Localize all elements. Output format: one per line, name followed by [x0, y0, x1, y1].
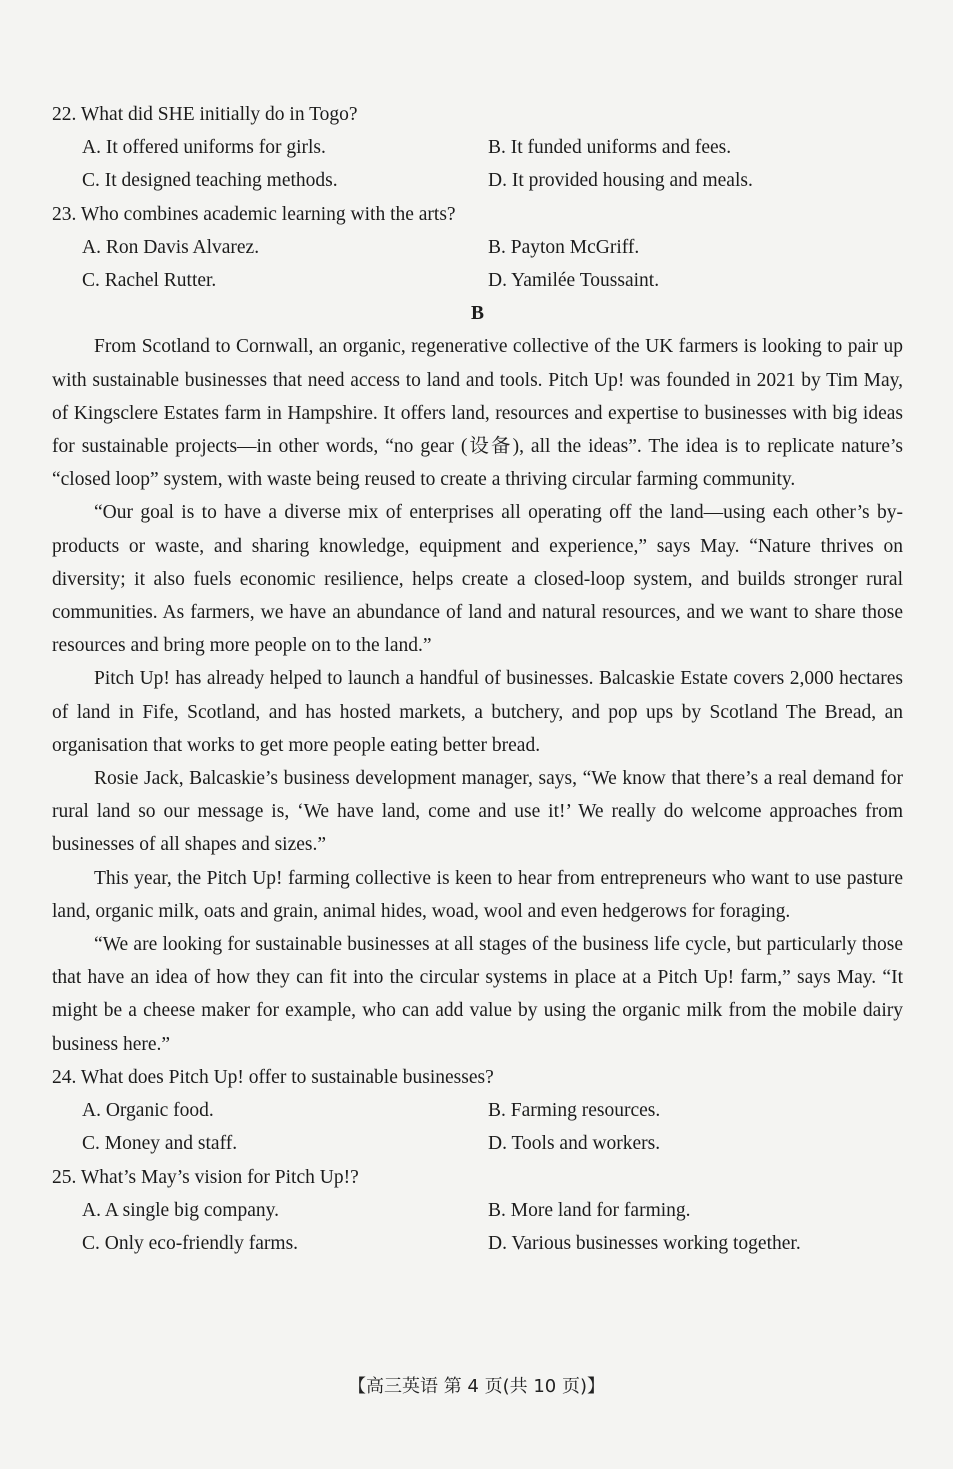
option-a: A. Ron Davis Alvarez. [82, 236, 260, 258]
option-b: B. It funded uniforms and fees. [488, 137, 732, 159]
option-c: C. Money and staff. [82, 1133, 238, 1155]
question-23 [52, 198, 903, 298]
option-b: B. Farming resources. [488, 1100, 661, 1122]
option-a: A. It offered uniforms for girls. [82, 137, 326, 159]
question-24 [52, 1061, 903, 1161]
option-b: B. More land for farming. [488, 1199, 691, 1221]
option-c: C. Rachel Rutter. [82, 270, 217, 292]
option-d: D. Yamilée Toussaint. [488, 270, 660, 292]
passage-paragraph: Pitch Up! has already helped to launch a handful of businesses. Balcaskie Estate covers 2,000 hectares of land in Fife, Scotland, and has hosted markets, a butchery, and pop ups by Scotland The Bread, an organisation that works to get more people eating better bread. [52, 668, 903, 756]
page-footer: 【高三英语 第 4 页(共 10 页)】 [347, 1376, 605, 1397]
question-stem: 23. Who combines academic learning with the arts? [52, 203, 456, 225]
question-stem: 24. What does Pitch Up! offer to sustainable businesses? [52, 1066, 494, 1088]
option-a: A. A single big company. [82, 1199, 279, 1221]
option-d: D. Various businesses working together. [488, 1232, 801, 1254]
option-c: C. Only eco-friendly farms. [82, 1232, 299, 1254]
passage-paragraph: From Scotland to Cornwall, an organic, regenerative collective of the UK farmers is looking to pair up with sustainable businesses that need access to land and tools. Pitch Up! was founded in 2021 by Tim May, of Kingsclere Estates farm in Hampshire. It offers land, resources and expertise to businesses with big ideas for sustainable projects—in other words, “no gear (设备), all the ideas”. The idea is to replicate nature’s “closed loop” system, with waste being reused to create a thriving circular farming community. [52, 336, 903, 491]
question-stem: 25. What’s May’s vision for Pitch Up!? [52, 1166, 359, 1188]
question-25 [52, 1161, 903, 1261]
option-b: B. Payton McGriff. [488, 236, 640, 258]
option-d: D. It provided housing and meals. [488, 170, 753, 192]
option-d: D. Tools and workers. [488, 1133, 661, 1155]
option-c: C. It designed teaching methods. [82, 170, 338, 192]
question-stem: 22. What did SHE initially do in Togo? [52, 104, 358, 125]
passage-paragraph: This year, the Pitch Up! farming collective is keen to hear from entrepreneurs who want to use pasture land, organic milk, oats and grain, animal hides, woad, wool and even hedgerows for foraging. [52, 867, 903, 922]
passage-paragraph: “We are looking for sustainable businesses at all stages of the business life cycle, but particularly those that have an idea of how they can fit into the circular systems in place at a Pitch Up! farm,” says May. “It might be a cheese maker for example, who can add value by using the organic milk from the mobile dairy business here.” [52, 934, 903, 1055]
passage-paragraph: “Our goal is to have a diverse mix of enterprises all operating off the land—using each other’s by-products or waste, and sharing knowledge, equipment and experience,” says May. “Nature thrives on diversity; it also fuels economic resilience, helps create a closed-loop system, and builds stronger rural communities. As farmers, we have an abundance of land and natural resources, and we want to share those resources and bring more people on to the land.” [52, 502, 903, 657]
reading-passage [52, 330, 903, 1060]
passage-paragraph: Rosie Jack, Balcaskie’s business development manager, says, “We know that there’s a real demand for rural land so our message is, ‘We have land, come and use it!’ We really do welcome approaches from businesses of all shapes and sizes.” [52, 768, 903, 856]
option-a: A. Organic food. [82, 1100, 214, 1122]
question-22 [52, 98, 903, 198]
section-label: B [470, 303, 484, 325]
